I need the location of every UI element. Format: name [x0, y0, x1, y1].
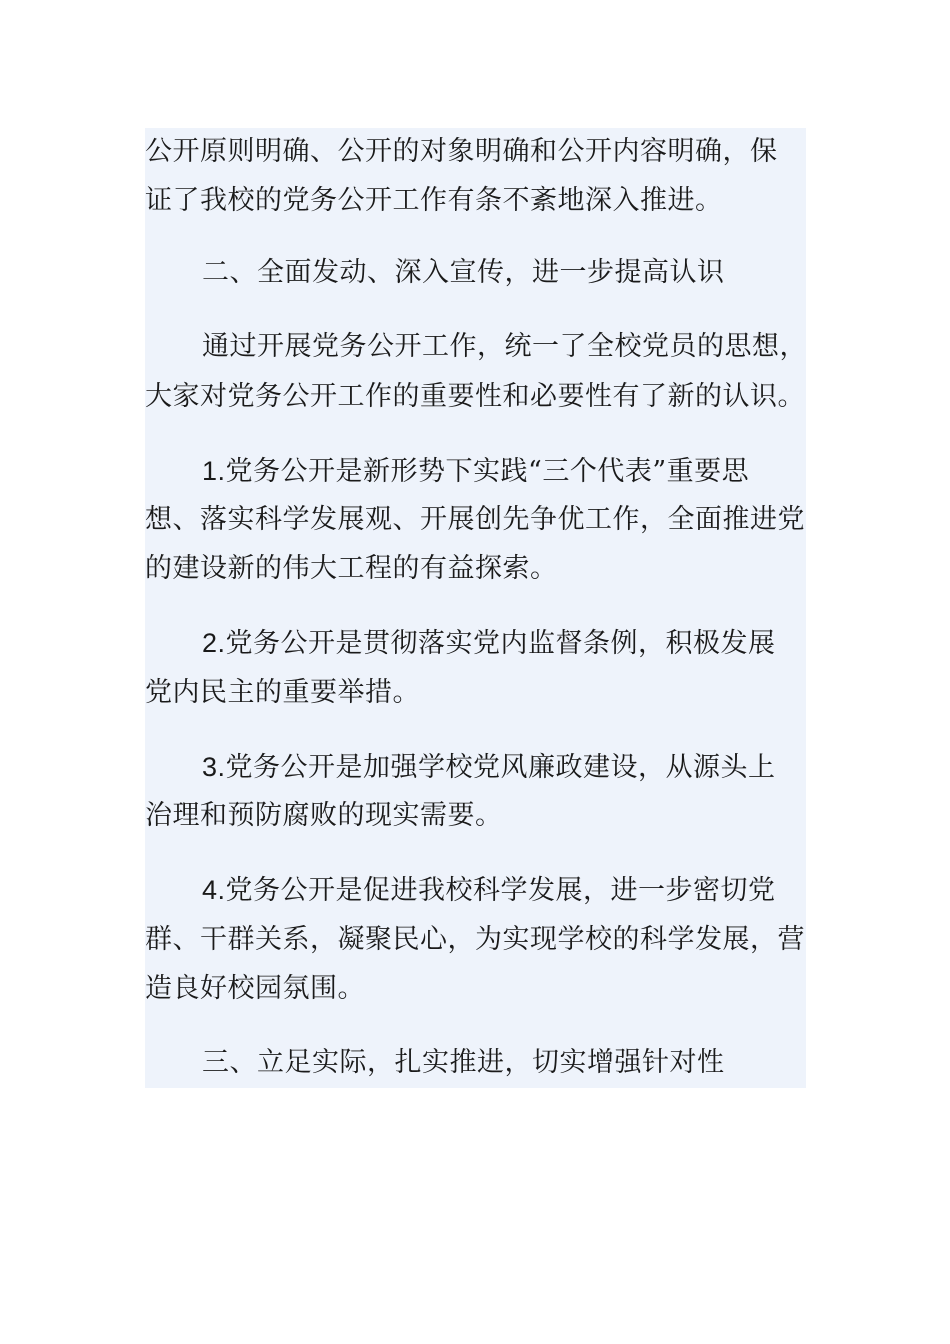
- list-number: 3.: [202, 752, 226, 782]
- highlighted-text-block: [145, 128, 806, 1088]
- list-item-line: 党内民主的重要举措。: [145, 677, 420, 708]
- list-item-text: 党务公开是加强学校党风廉政建设，从源头上: [225, 752, 776, 783]
- list-item-line: [202, 747, 776, 787]
- list-number: 1.: [202, 456, 226, 486]
- list-item-line: [202, 451, 749, 491]
- list-item-text: 党务公开是贯彻落实党内监督条例，积极发展: [225, 628, 776, 659]
- list-item-line: 造良好校园氛围。: [145, 973, 365, 1004]
- list-item-line: 想、落实科学发展观、开展创先争优工作，全面推进党: [145, 504, 805, 535]
- paragraph-line: 公开原则明确、公开的对象明确和公开内容明确，保: [145, 136, 778, 167]
- list-item-line: [202, 623, 776, 663]
- section-heading: 二、全面发动、深入宣传，进一步提高认识: [202, 257, 725, 288]
- list-item-text: 党务公开是促进我校科学发展，进一步密切党: [225, 875, 776, 906]
- list-item-line: 治理和预防腐败的现实需要。: [145, 800, 503, 831]
- list-number: 2.: [202, 628, 226, 658]
- paragraph-line: 大家对党务公开工作的重要性和必要性有了新的认识。: [145, 381, 805, 412]
- list-item-text: 党务公开是新形势下实践“三个代表”重要思: [225, 456, 750, 487]
- section-heading: 三、立足实际，扎实推进，切实增强针对性: [202, 1047, 725, 1078]
- paragraph-line: 通过开展党务公开工作，统一了全校党员的思想，: [202, 331, 807, 362]
- list-item-line: [202, 870, 776, 910]
- list-item-line: 群、干群关系，凝聚民心，为实现学校的科学发展，营: [145, 924, 805, 955]
- list-item-line: 的建设新的伟大工程的有益探索。: [145, 553, 558, 584]
- paragraph-line: 证了我校的党务公开工作有条不紊地深入推进。: [145, 185, 723, 216]
- list-number: 4.: [202, 875, 226, 905]
